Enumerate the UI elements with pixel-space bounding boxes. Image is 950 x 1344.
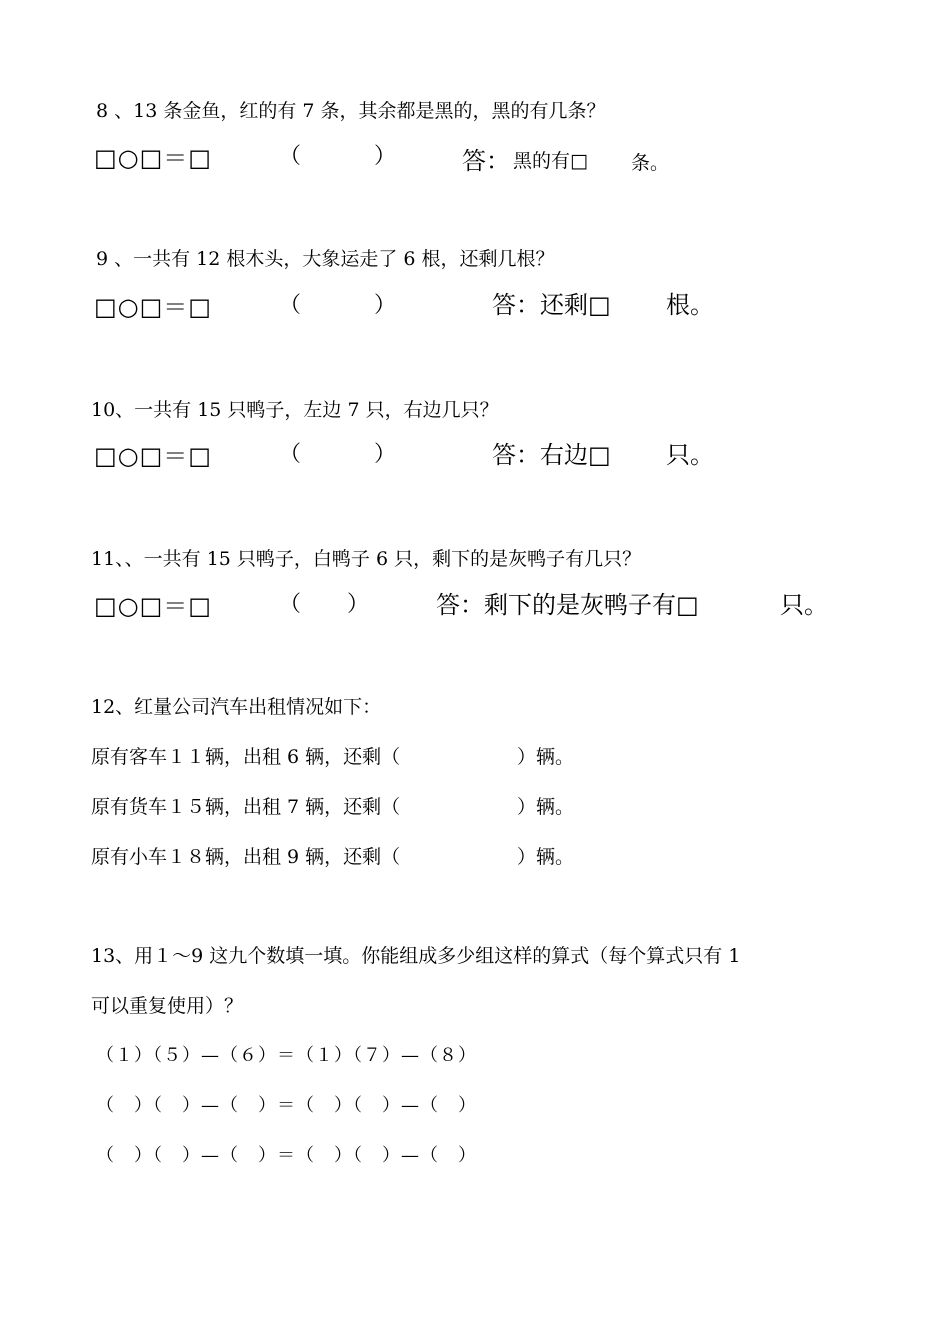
problem-9-paren-open: （ bbox=[279, 293, 302, 318]
problem-12-line-1: 原有客车１１辆，出租 6 辆，还剩（ bbox=[91, 746, 401, 768]
problem-13-row-3: （ ）（ ）—（ ）＝（ ）（ ）—（ ） bbox=[96, 1145, 477, 1166]
problem-9-equation: □○□＝□ bbox=[94, 293, 212, 321]
problem-9-answer-unit: 根。 bbox=[666, 291, 714, 319]
problem-12-line-2: 原有货车１５辆，出租 7 辆，还剩（ bbox=[91, 796, 401, 818]
problem-8-paren-open: （ bbox=[279, 144, 302, 169]
problem-11-answer-text: 答：剩下的是灰鸭子有□ bbox=[436, 591, 699, 619]
problem-11-equation: □○□＝□ bbox=[94, 592, 212, 620]
problem-10-answer-unit: 只。 bbox=[666, 441, 714, 469]
problem-10-paren-close: ） bbox=[374, 442, 397, 467]
problem-8-equation: □○□＝□ bbox=[94, 144, 212, 172]
problem-13-row-2: （ ）（ ）—（ ）＝（ ）（ ）—（ ） bbox=[96, 1095, 477, 1116]
problem-11-paren-close: ） bbox=[347, 592, 370, 617]
problem-12-line-2-suffix: ）辆。 bbox=[517, 796, 575, 818]
problem-8-answer-prefix: 答： bbox=[462, 147, 510, 175]
problem-10-equation: □○□＝□ bbox=[94, 442, 212, 470]
problem-10-paren-open: （ bbox=[279, 442, 302, 467]
problem-9-paren-close: ） bbox=[374, 293, 397, 318]
problem-10-question: 10、一共有 15 只鸭子，左边 7 只，右边几只？ bbox=[91, 399, 499, 421]
problem-12-line-1-suffix: ）辆。 bbox=[517, 746, 575, 768]
problem-12-line-3-suffix: ）辆。 bbox=[517, 846, 575, 868]
problem-10-answer-text: 答：右边□ bbox=[492, 441, 611, 469]
problem-12-question: 12、红量公司汽车出租情况如下： bbox=[91, 696, 382, 718]
problem-8-question: 8 、13 条金鱼，红的有 7 条，其余都是黑的，黑的有几条？ bbox=[96, 100, 606, 122]
problem-12-line-3: 原有小车１８辆，出租 9 辆，还剩（ bbox=[91, 846, 401, 868]
problem-8-answer-text: 黑的有□ bbox=[513, 150, 588, 172]
problem-8-answer-unit: 条。 bbox=[631, 152, 670, 174]
problem-11-question: 11、、一共有 15 只鸭子，白鸭子 6 只，剩下的是灰鸭子有几只？ bbox=[91, 548, 642, 570]
problem-13-question-line-2: 可以重复使用）？ bbox=[91, 995, 244, 1017]
problem-13-question-line-1: 13、用１～9 这九个数填一填。你能组成多少组这样的算式（每个算式只有 1 bbox=[91, 945, 741, 967]
problem-8-paren-close: ） bbox=[374, 144, 397, 169]
problem-9-question: 9 、一共有 12 根木头，大象运走了 6 根，还剩几根？ bbox=[96, 248, 555, 270]
problem-11-paren-open: （ bbox=[279, 592, 302, 617]
problem-9-answer-text: 答：还剩□ bbox=[492, 291, 611, 319]
problem-11-answer-unit: 只。 bbox=[780, 591, 828, 619]
problem-13-row-1: （１）（５）—（６）＝（１）（７）—（８） bbox=[96, 1045, 477, 1066]
